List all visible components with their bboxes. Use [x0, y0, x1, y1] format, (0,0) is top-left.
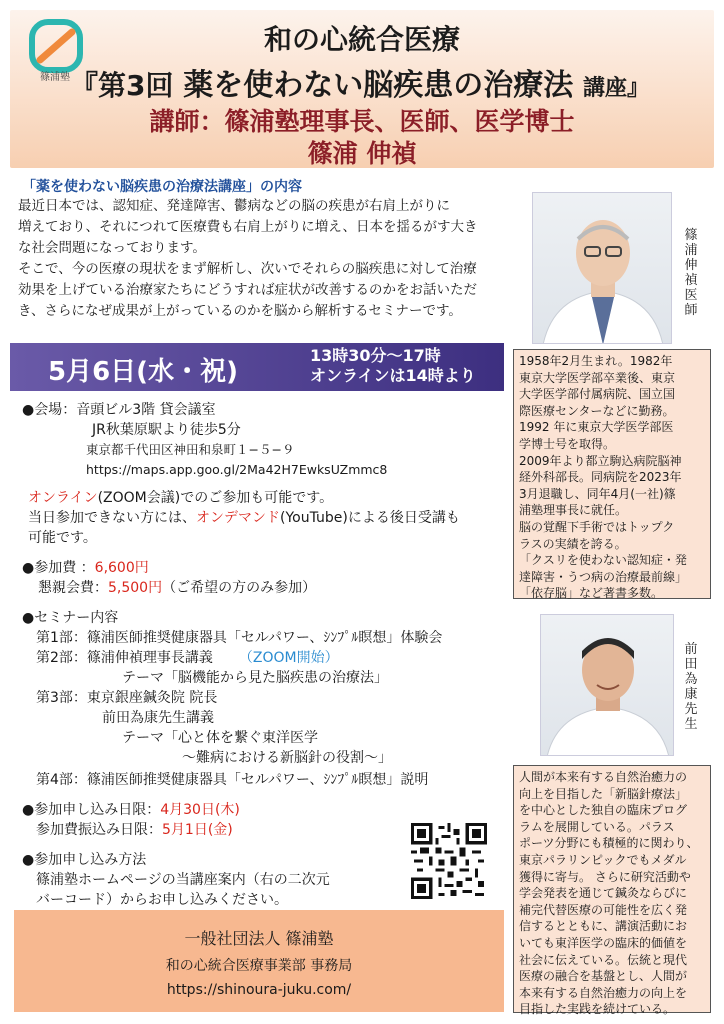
bio-line: 補完代替医療の可能性を広く発 — [519, 902, 688, 917]
intro-body — [18, 196, 508, 322]
bio-line: いても東洋医学の臨床的価値を — [519, 935, 688, 950]
guest-photo-caption: 前田為康先生 — [684, 642, 698, 732]
organizer-footer — [14, 910, 504, 1012]
apply-deadline — [22, 800, 240, 820]
bio-line: 人間が本来有する自然治癒力の — [519, 770, 688, 784]
bio-line: 3月退職し、同年4月(一社)篠 — [519, 486, 676, 501]
bio-line: 目指した実践を続けている。 — [519, 1002, 676, 1017]
bio-line: 達障害・うつ病の治療最前線」 — [519, 569, 688, 584]
bio-line: を中心とした独自の臨床プログ — [519, 803, 688, 818]
bio-line: 獲得に寄与。 さらに研究活動や — [519, 869, 691, 884]
bio-line: 1992 年に東京大学医学部医 — [519, 420, 674, 435]
intro-line: 増えており、それにつれて医療費も右肩上がりに増え、日本を揺るがす大き — [18, 219, 478, 235]
venue-label: ●会場：音頭ビル3階 貸会議室 — [22, 402, 216, 418]
seminar-part-3: 第3部：東京銀座鍼灸院 院長 — [36, 690, 218, 706]
apply-method-heading: ●参加申し込み方法 — [22, 852, 147, 868]
lecturer-title: 講師：篠浦塾理事長、医師、医学博士 — [149, 107, 575, 136]
intro-line: 効果を上げている治療家たちにどうすれば症状が改善するのかをお話いただ — [18, 282, 477, 298]
event-time-range: 13時30分～17時 — [310, 346, 441, 365]
ondemand-text-a: 当日参加できない方には、 — [28, 510, 196, 526]
intro-line: そこで、今の医療の現状をまず解析し、次いでそれらの脳疾患に対して治療 — [18, 261, 477, 277]
bio-line: 本来有する自然治癒力の向上を — [519, 985, 688, 1000]
event-series-title: 和の心統合医療 — [263, 23, 460, 56]
bio-line: 「クスリを使わない認知症・発 — [519, 553, 687, 568]
online-note-3: 可能です。 — [28, 530, 97, 546]
seminar-part-1: 第1部：篠浦医師推奨健康器具「セルパワー、ｼﾝﾌﾟﾙ瞑想」体験会 — [36, 630, 443, 646]
apply-deadline-value: 4月30日(木) — [160, 802, 240, 818]
guest-photo — [540, 614, 674, 756]
seminar-heading: ●セミナー内容 — [22, 610, 119, 626]
bio-line: 向上を目指した「新脳針療法」 — [519, 786, 688, 801]
party-fee-note: （ご希望の方のみ参加） — [162, 580, 317, 596]
bio-line: 医療の融合を基盤とし、人間が — [519, 969, 688, 984]
bio-line: 大学医学部付属病院、国立国 — [519, 387, 676, 402]
seminar-part-2 — [36, 648, 339, 668]
bio-line: 2009年より都立駒込病院脳神 — [519, 453, 682, 468]
event-date: 5月6日(水・祝) — [48, 357, 238, 387]
person-portrait-icon — [533, 193, 672, 344]
payment-deadline-label: 参加費振込み日限： — [36, 822, 162, 838]
bio-line: ラムを展開している。パラス — [519, 819, 675, 834]
bio-line: 際医療センターなどに勤務。 — [519, 403, 675, 418]
seminar-part-3-theme-2: ～難病における新脳針の役割～」 — [182, 750, 392, 766]
bio-line: 東京大学医学部卒業後、東京 — [519, 370, 676, 385]
bio-line: ポーツ分野にも積極的に関わり、 — [519, 836, 699, 851]
online-text: (ZOOM会議)でのご参加も可能です。 — [97, 490, 334, 506]
lecturer-name: 篠浦 伸禎 — [307, 139, 417, 168]
event-title-prefix: 『第3回 — [70, 69, 174, 102]
date-banner — [10, 343, 504, 391]
bio-line: 脳の覚醒下手術ではトップク — [519, 519, 675, 534]
online-note-1 — [28, 488, 333, 508]
seminar-part-2-title: 第2部：篠浦伸禎理事長講義 — [36, 650, 213, 666]
online-start-time: オンラインは14時より — [310, 366, 476, 385]
seminar-part-4: 第4部：篠浦医師推奨健康器具「セルパワー、ｼﾝﾌﾟﾙ瞑想」説明 — [36, 772, 429, 788]
online-label: オンライン — [28, 490, 98, 506]
intro-line: な社会問題になっております。 — [18, 240, 206, 256]
party-fee-label: 懇親会費： — [38, 580, 108, 596]
venue-map-link[interactable]: https://maps.app.goo.gl/2Ma42H7EwksUZmmc8 — [86, 462, 388, 477]
bio-line: 学博士号を取得。 — [519, 436, 616, 451]
ondemand-text-b: (YouTube)による後日受講も — [280, 510, 460, 526]
organizer-department: 和の心統合医療事業部 事務局 — [165, 958, 353, 974]
event-title-main: 薬を使わない脳疾患の治療法 — [183, 68, 574, 103]
apply-method-line-2: バーコード）からお申し込みください。 — [36, 892, 288, 908]
intro-heading: 「薬を使わない脳疾患の治療法講座」の内容 — [22, 179, 302, 195]
venue-access: JR秋葉原駅より徒歩5分 — [92, 422, 241, 438]
event-title-suffix: 講座』 — [582, 76, 649, 101]
event-time — [310, 346, 476, 386]
apply-deadline-label: ●参加申し込み日限： — [22, 802, 161, 818]
organizer-name: 一般社団法人 篠浦塾 — [184, 929, 334, 948]
venue-address: 東京都千代田区神田和泉町１−５−９ — [86, 442, 295, 457]
lecturer-photo-caption: 篠浦伸禎医師 — [684, 228, 698, 318]
payment-deadline — [36, 820, 233, 840]
apply-method-line-1: 篠浦塾ホームページの当講座案内（右の二次元 — [36, 872, 330, 888]
event-title — [70, 60, 649, 104]
person-portrait-icon — [541, 615, 674, 756]
bio-line: 浦塾理事長に就任。 — [519, 503, 628, 518]
bio-line: ラスの実績を誇る。 — [519, 536, 627, 551]
organizer-website-link[interactable]: https://shinoura-juku.com/ — [166, 982, 352, 998]
payment-deadline-value: 5月1日(金) — [162, 822, 233, 838]
seminar-part-3-theme: テーマ「心と体を繋ぐ東洋医学 — [122, 730, 318, 746]
seminar-part-3-speaker: 前田為康先生講義 — [102, 710, 214, 726]
party-fee-row — [38, 578, 316, 598]
bio-line: 東京パラリンピックでもメダル — [519, 852, 687, 867]
bio-line: 「依存脳」など著書多数。 — [519, 586, 664, 601]
intro-line: 最近日本では、認知症、発達障害、鬱病などの脳の疾患が右肩上がりに — [18, 198, 450, 214]
header-banner — [10, 10, 714, 168]
fee-row — [22, 558, 149, 578]
lecturer-photo — [532, 192, 672, 344]
fee-value: 6,600円 — [94, 560, 149, 576]
fee-label: ●参加費 ： — [22, 560, 95, 576]
ondemand-label: オンデマンド — [196, 510, 280, 526]
bio-line: 社会に伝えている。伝統と現代 — [519, 952, 688, 967]
bio-line: 学会発表を通じて鍼灸ならびに — [519, 886, 688, 901]
guest-bio — [513, 765, 711, 1017]
seminar-part-2-theme: テーマ「脳機能から見た脳疾患の治療法」 — [122, 670, 388, 686]
online-note-2 — [28, 508, 460, 528]
lecturer-bio — [513, 349, 711, 599]
logo-caption: 篠浦塾 — [40, 72, 70, 83]
qr-code-icon[interactable] — [411, 823, 487, 899]
bio-line: 1958年2月生まれ。1982年 — [519, 354, 673, 368]
bio-line: 経外科部長。同病院を2023年 — [519, 470, 682, 485]
party-fee-value: 5,500円 — [108, 580, 163, 596]
bio-line: 信するとともに、講演活動にお — [519, 919, 688, 934]
intro-line: き、さらになぜ成果が上がっているのかを脳から解析するセミナーです。 — [18, 303, 462, 319]
zoom-start-note: （ZOOM開始） — [238, 650, 339, 666]
